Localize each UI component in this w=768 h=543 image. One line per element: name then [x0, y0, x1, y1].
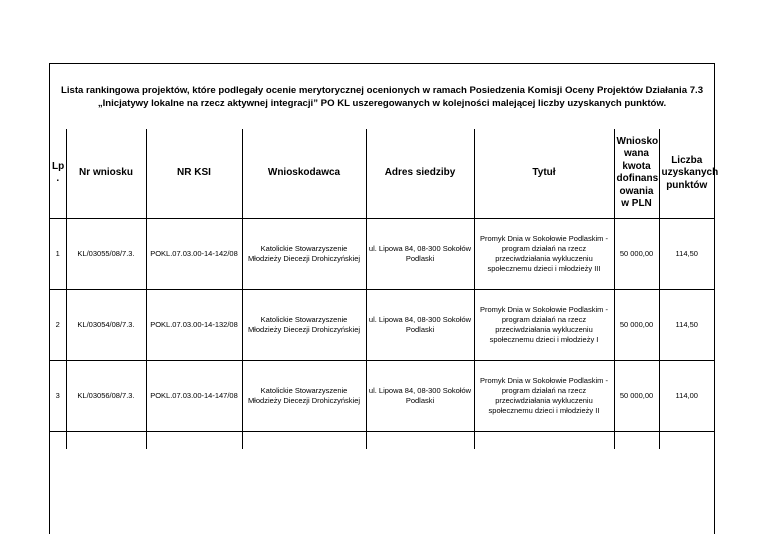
cell-nr-ksi: POKL.07.03.00-14-132/08 [146, 289, 242, 360]
column-header-nr-wniosku: Nr wniosku [66, 129, 146, 218]
cell-tytul: Promyk Dnia w Sokołowie Podlaskim - program działań na rzecz przeciwdziałania wykluczeniu społecznemu dzieci i młodzieży III [474, 218, 614, 289]
column-header-kwota: Wniosko wana kwota dofinans owania w PLN [614, 129, 659, 218]
cell-nr-wniosku: KL/03055/08/7.3. [66, 218, 146, 289]
cell-kwota: 50 000,00 [614, 289, 659, 360]
cell-lp: 2 [50, 289, 66, 360]
cell-lp: 3 [50, 360, 66, 431]
column-header-punkty: Liczba uzyskanych punktów [659, 129, 714, 218]
table-header-row [50, 129, 714, 218]
ranking-table [50, 129, 719, 449]
cell-nr-ksi: POKL.07.03.00-14-147/08 [146, 360, 242, 431]
table-row [50, 218, 714, 289]
column-header-lp: Lp . [50, 129, 66, 218]
title-line-2: „Inicjatywy lokalne na rzecz aktywnej integracji” PO KL uszeregowanych w kolejności malejącej liczby uzyskanych punktów. [97, 97, 667, 109]
cell-nr-wniosku: KL/03056/08/7.3. [66, 360, 146, 431]
column-header-nr-ksi: NR KSI [146, 129, 242, 218]
cell-tytul: Promyk Dnia w Sokołowie Podlaskim - program działań na rzecz przeciwdziałania wykluczeniu społecznemu dzieci i młodzieży I [474, 289, 614, 360]
column-header-adres: Adres siedziby [366, 129, 474, 218]
cell-punkty: 114,00 [659, 360, 714, 431]
cell-wnioskodawca: Katolickie Stowarzyszenie Młodzieży Diecezji Drohiczyńskiej [242, 218, 366, 289]
cell-lp: 1 [50, 218, 66, 289]
cell-punkty: 114,50 [659, 218, 714, 289]
table-row [50, 289, 714, 360]
cell-nr-ksi: POKL.07.03.00-14-142/08 [146, 218, 242, 289]
column-header-tytul: Tytuł [474, 129, 614, 218]
cell-tytul: Promyk Dnia w Sokołowie Podlaskim - program działań na rzecz przeciwdziałania wykluczeniu społecznemu dzieci i młodzieży II [474, 360, 614, 431]
cell-kwota: 50 000,00 [614, 218, 659, 289]
cell-kwota: 50 000,00 [614, 360, 659, 431]
ranking-document [49, 63, 719, 534]
cell-wnioskodawca: Katolickie Stowarzyszenie Młodzieży Diecezji Drohiczyńskiej [242, 289, 366, 360]
cell-adres: ul. Lipowa 84, 08-300 Sokołów Podlaski [366, 360, 474, 431]
cell-adres: ul. Lipowa 84, 08-300 Sokołów Podlaski [366, 218, 474, 289]
table-empty-row [50, 431, 714, 449]
table-row [50, 360, 714, 431]
cell-adres: ul. Lipowa 84, 08-300 Sokołów Podlaski [366, 289, 474, 360]
title-line-1: Lista rankingowa projektów, które podlegały ocenie merytorycznej ocenionych w ramach Posiedzenia Komisji Oceny Projektów Działania 7.3 [60, 84, 704, 96]
cell-wnioskodawca: Katolickie Stowarzyszenie Młodzieży Diecezji Drohiczyńskiej [242, 360, 366, 431]
column-header-wnioskodawca: Wnioskodawca [242, 129, 366, 218]
cell-nr-wniosku: KL/03054/08/7.3. [66, 289, 146, 360]
cell-punkty: 114,50 [659, 289, 714, 360]
document-title [50, 64, 714, 129]
